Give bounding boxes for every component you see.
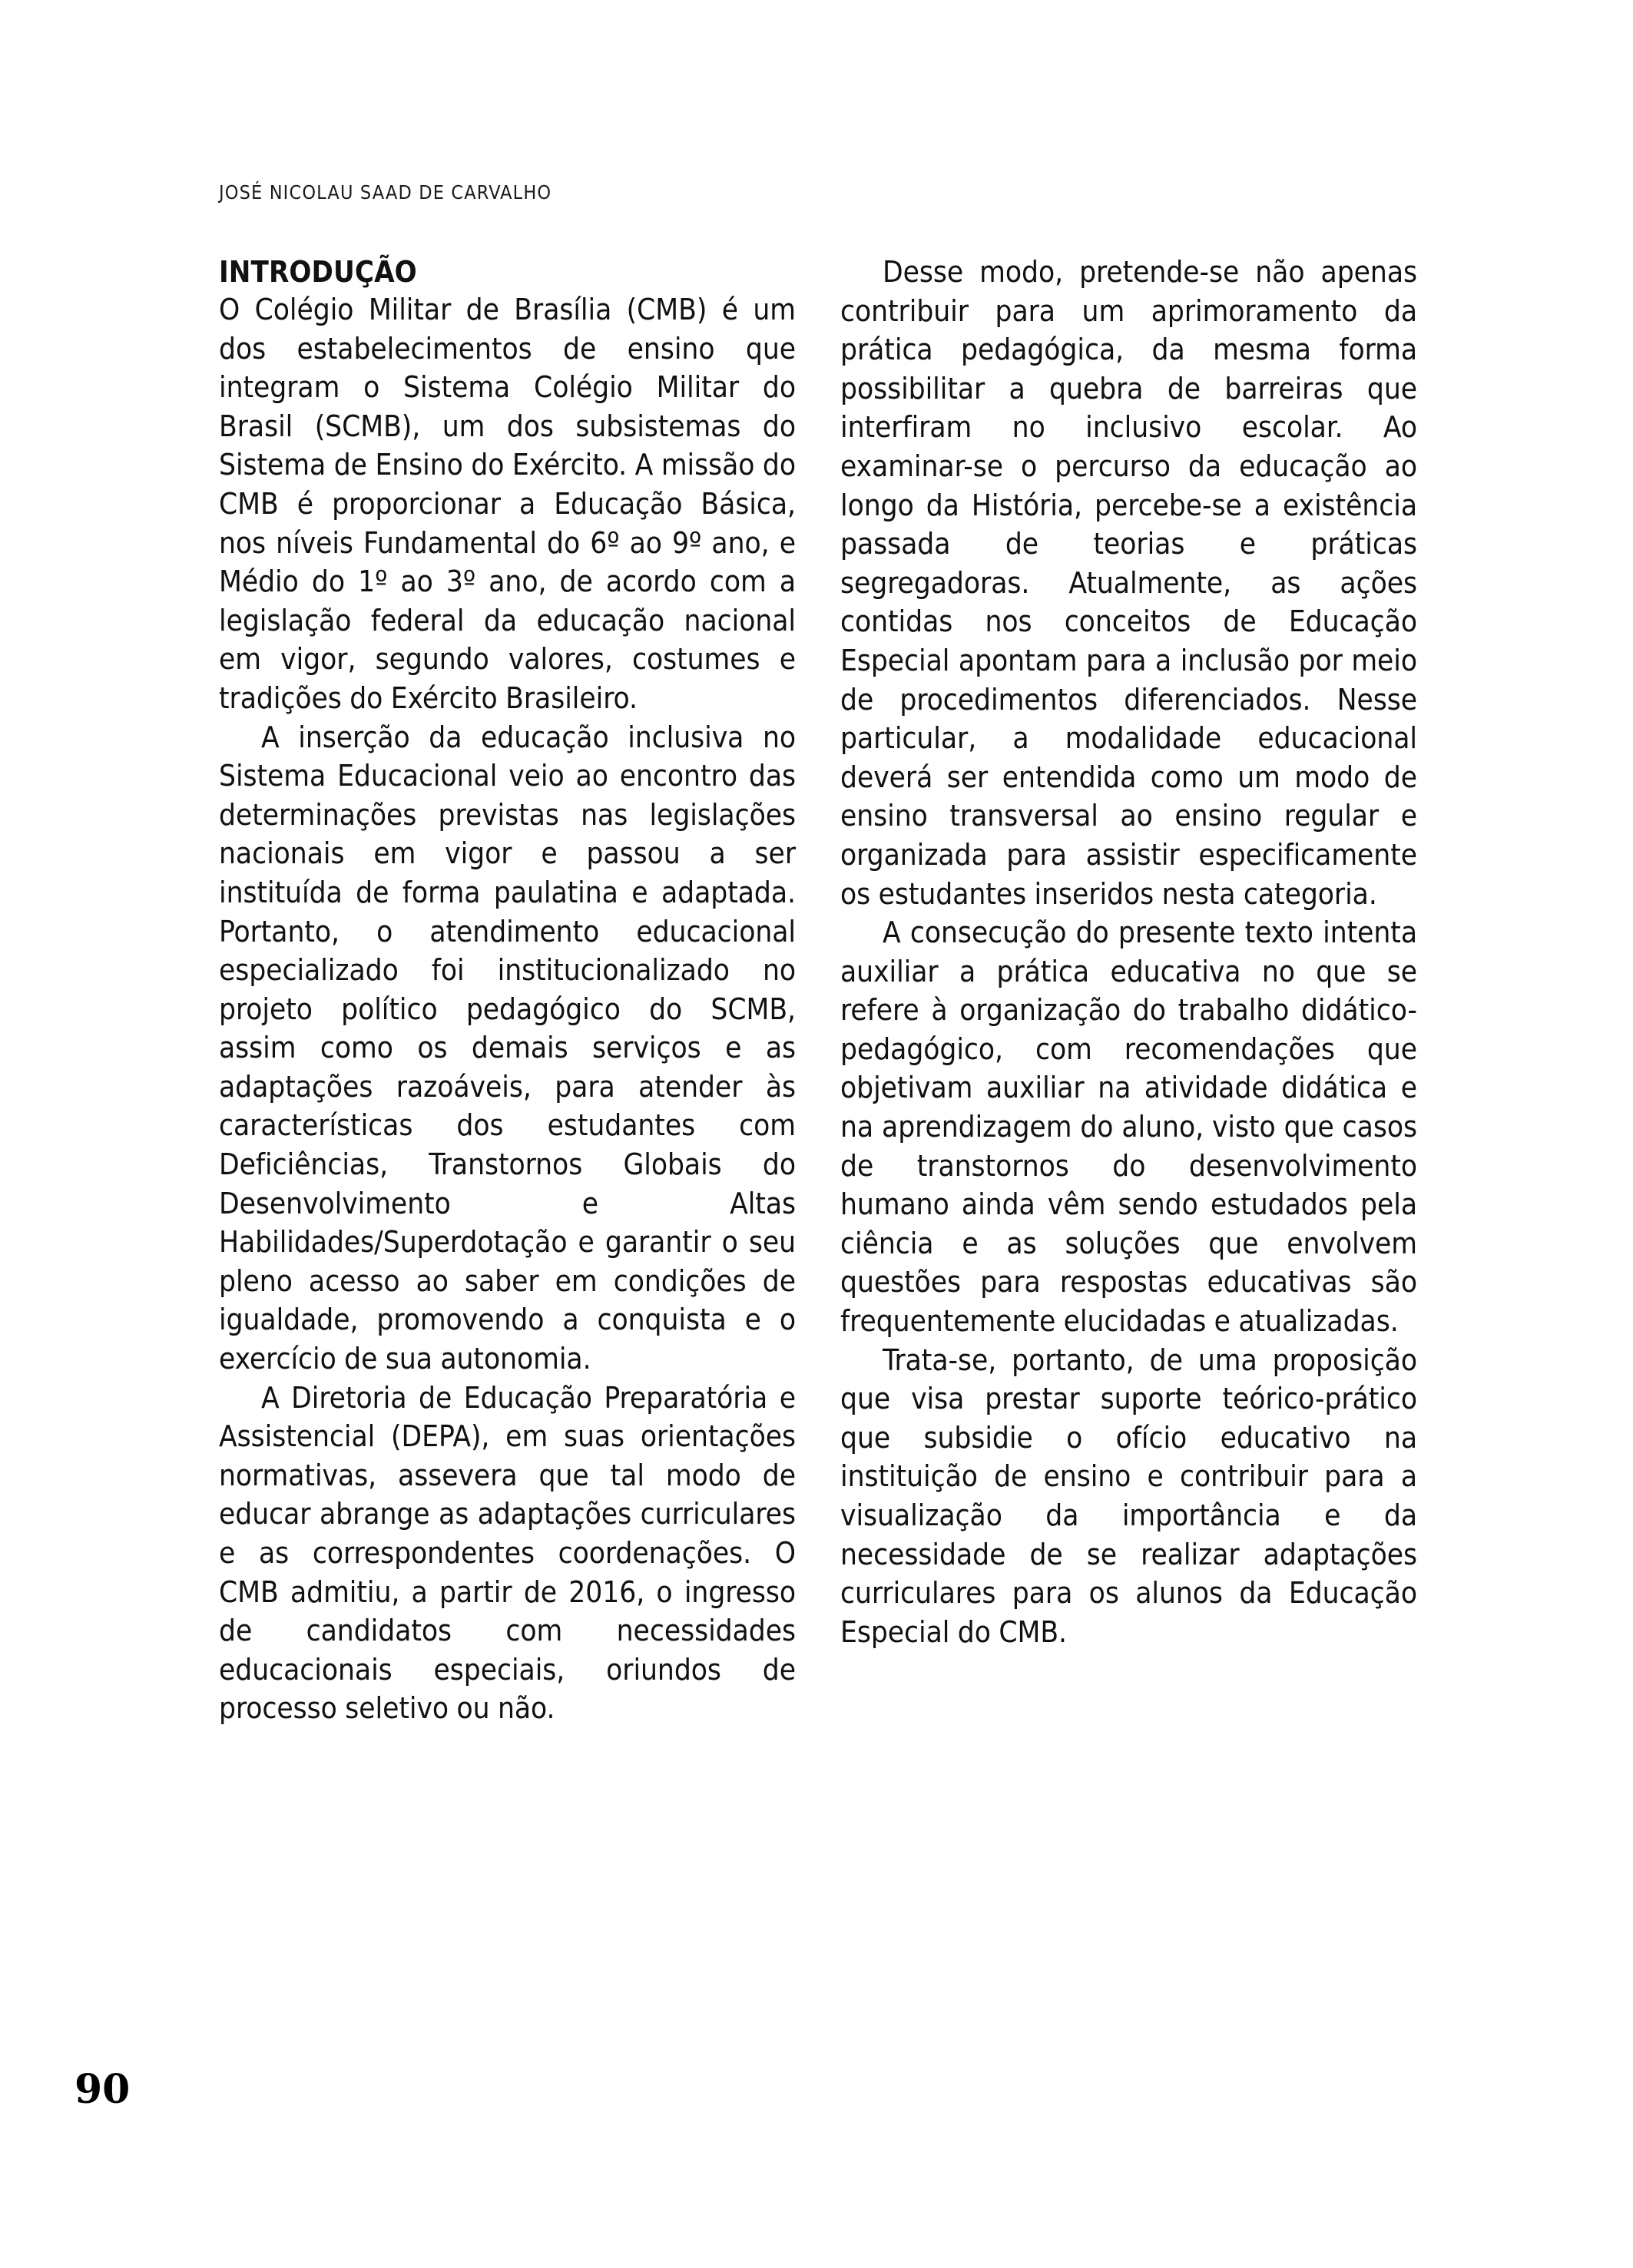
two-column-body <box>219 253 1417 1729</box>
paragraph: Trata-se, portanto, de uma proposição que visa prestar suporte teórico-prático que subsidie o ofício educativo na instituição de ensino e contribuir para a visualização da importância e da necessidade de se realizar adaptações curriculares para os alunos da Educação Especial do CMB. <box>840 1343 1417 1650</box>
page-number: 90 <box>75 2066 131 2113</box>
left-column <box>219 253 796 1729</box>
paragraph: A Diretoria de Educação Preparatória e Assistencial (DEPA), em suas orientações normativas, assevera que tal modo de educar abrange as adaptações curriculares e as correspondentes coordenações. O CMB admitiu, a partir de 2016, o ingresso de candidatos com necessidades educacionais especiais, oriundos de processo seletivo ou não. <box>219 1380 796 1727</box>
paragraph: O Colégio Militar de Brasília (CMB) é um dos estabelecimentos de ensino que integram o Sistema Colégio Militar do Brasil (SCMB), um dos subsistemas do Sistema de Ensino do Exército. A missão do CMB é proporcionar a Educação Básica, nos níveis Fundamental do 6º ao 9º ano, e Médio do 1º ao 3º ano, de acordo com a legislação federal da educação nacional em vigor, segundo valores, costumes e tradições do Exército Brasileiro. <box>219 293 796 716</box>
paragraph: A inserção da educação inclusiva no Sistema Educacional veio ao encontro das determinações previstas nas legislações nacionais em vigor e passou a ser instituída de forma paulatina e adaptada. Portanto, o atendimento educacional especializado foi institucionalizado no projeto político pedagógico do SCMB, assim como os demais serviços e as adaptações razoáveis, para atender às características dos estudantes com Deficiências, Transtornos Globais do Desenvolvimento e Altas Habilidades/Superdotação e garantir o seu pleno acesso ao saber em condições de igualdade, promovendo a conquista e o exercício de sua autonomia. <box>219 720 796 1377</box>
right-column <box>840 253 1417 1729</box>
section-title-introducao: INTRODUÇÃO <box>219 255 417 289</box>
paragraph: A consecução do presente texto intenta auxiliar a prática educativa no que se refere à organização do trabalho didático-pedagógico, com recomendações que objetivam auxiliar na atividade didática e na aprendizagem do aluno, visto que casos de transtornos do desenvolvimento humano ainda vêm sendo estudados pela ciência e as soluções que envolvem questões para respostas educativas são frequentemente elucidadas e atualizadas. <box>840 915 1417 1339</box>
paragraph: Desse modo, pretende-se não apenas contribuir para um aprimoramento da prática pedagógica, da mesma forma possibilitar a quebra de barreiras que interfiram no inclusivo escolar. Ao examinar-se o percurso da educação ao longo da História, percebe-se a existência passada de teorias e práticas segregadoras. Atualmente, as ações contidas nos conceitos de Educação Especial apontam para a inclusão por meio de procedimentos diferenciados. Nesse particular, a modalidade educacional deverá ser entendida como um modo de ensino transversal ao ensino regular e organizada para assistir especificamente os estudantes inseridos nesta categoria. <box>840 255 1417 912</box>
running-header: JOSÉ NICOLAU SAAD DE CARVALHO <box>219 181 552 204</box>
